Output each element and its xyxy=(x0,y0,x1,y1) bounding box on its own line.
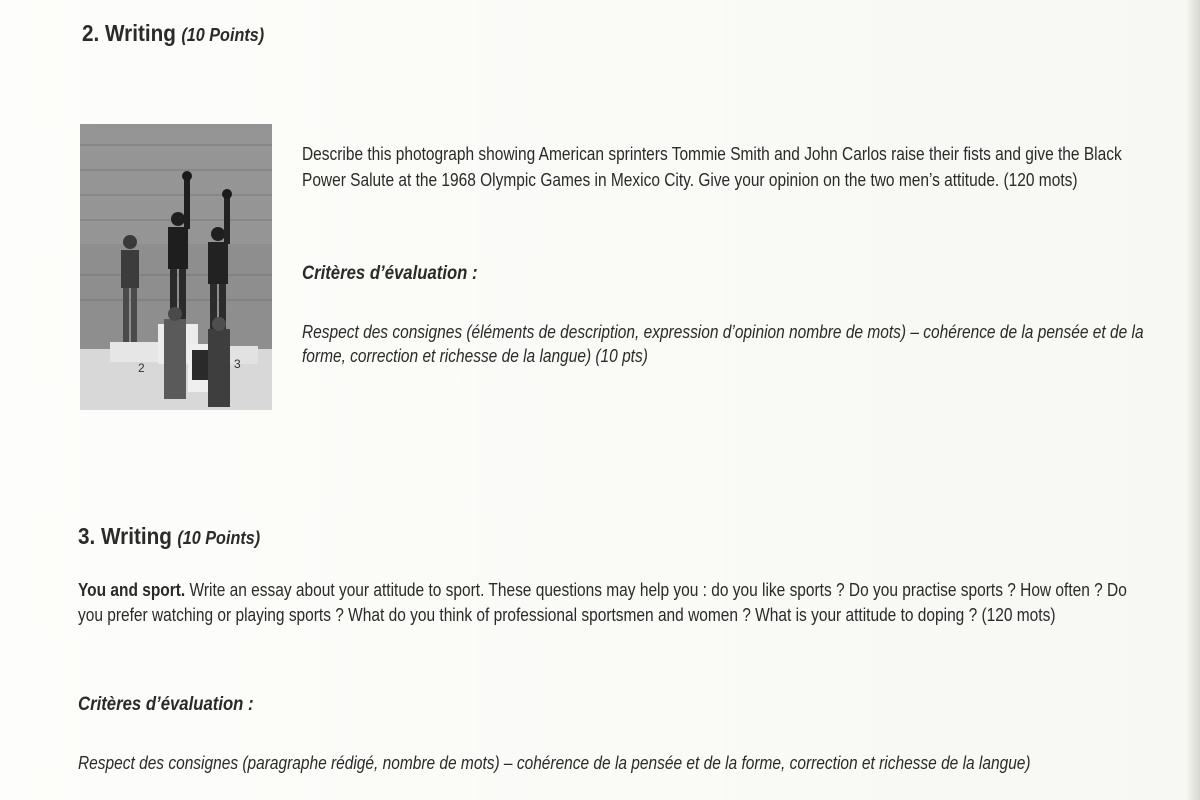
podium-number-2: 2 xyxy=(138,361,145,375)
section-2-title: 2. Writing xyxy=(82,20,176,46)
section-3-heading xyxy=(78,523,260,550)
page-edge-shadow xyxy=(1186,0,1200,800)
section-3-criteria-text: Respect des consignes (paragraphe rédigé, nombre de mots) – cohérence de la pensée et de la forme, correction et richesse de la langue) xyxy=(78,753,1031,773)
olympic-podium-photo xyxy=(80,124,272,410)
podium-number-3: 3 xyxy=(234,357,241,371)
section-3-title: 3. Writing xyxy=(78,523,172,549)
section-3-lead: You and sport. xyxy=(78,580,186,600)
section-3-prompt-text: Write an essay about your attitude to sport. These questions may help you : do you like sports ? Do you practise sports ? How often ? Do you prefer watching or playing sports ? What do you think of professional sportsmen and women ? What is your attitude to doping ? (120 mots) xyxy=(78,580,1127,625)
section-3-criteria-title: Critères d’évaluation : xyxy=(78,694,254,715)
section-2-criteria-title: Critères d’évaluation : xyxy=(302,263,478,284)
section-2-heading xyxy=(82,20,264,47)
section-3-prompt xyxy=(78,578,1153,628)
section-2-prompt: Describe this photograph showing American sprinters Tommie Smith and John Carlos raise their fists and give the Black Power Salute at the 1968 Olympic Games in Mexico City. Give your opinion on the two men’s attitude. (120 mots) xyxy=(302,144,1122,190)
section-3-points: (10 Points) xyxy=(177,528,261,548)
section-2-points: (10 Points) xyxy=(181,25,265,45)
section-2-criteria-text: Respect des consignes (éléments de description, expression d’opinion nombre de mots) – cohérence de la pensée et de la forme, correction et richesse de la langue) (10 pts) xyxy=(302,322,1144,366)
